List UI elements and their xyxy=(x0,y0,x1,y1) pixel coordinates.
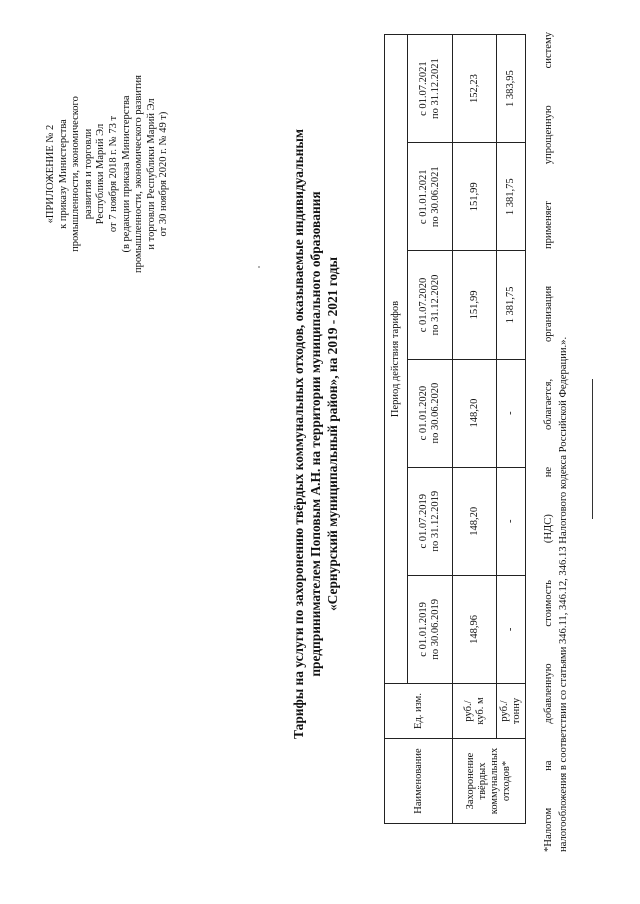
period-to: по 31.12.2021 xyxy=(430,58,441,119)
unit-cell xyxy=(497,684,526,739)
table-row xyxy=(497,35,526,824)
appendix-line: Республики Марий Эл xyxy=(95,123,107,225)
header-unit: Ед. изм. xyxy=(385,684,453,739)
period-to: по 31.12.2020 xyxy=(430,274,441,336)
tariff-value: 151,99 xyxy=(453,143,497,251)
document-title xyxy=(290,44,341,824)
tariff-value: - xyxy=(497,359,526,467)
title-line: предпринимателем Поповым А.Н. на территории муниципального образования xyxy=(308,191,323,677)
tariff-value: 1 381,75 xyxy=(497,251,526,359)
header-period: Период действия тарифов xyxy=(385,35,408,684)
appendix-line: от 7 ноября 2018 г. № 73 т xyxy=(107,115,119,233)
tariff-value: - xyxy=(497,467,526,575)
table-row xyxy=(453,35,497,824)
appendix-line: от 30 ноября 2020 г. № 49 т) xyxy=(158,111,170,237)
unit-line: тонну xyxy=(511,697,522,725)
service-name-cell xyxy=(453,739,526,824)
footnote-line: налогообложения в соответствии со статьями 346.11, 346.12, 346.13 Налогового кодекса Российской Федерации.». xyxy=(557,336,569,852)
tariff-table xyxy=(384,34,526,824)
tariff-value: - xyxy=(497,575,526,683)
appendix-line: к приказу Министерства xyxy=(57,119,69,229)
unit-line: куб. м xyxy=(474,697,486,725)
appendix-line: развития и торговли xyxy=(82,128,94,220)
unit-cell xyxy=(453,684,497,739)
appendix-line: промышленности, экономического xyxy=(70,96,82,252)
period-header-cell xyxy=(408,467,453,575)
service-name-line: коммунальных xyxy=(489,747,500,815)
period-header-cell xyxy=(408,143,453,251)
service-name-line: твёрдых xyxy=(477,762,488,800)
appendix-header xyxy=(45,44,171,304)
period-from: с 01.01.2019 xyxy=(418,602,429,657)
appendix-line: и торговли Республики Марий Эл xyxy=(145,98,157,250)
period-from: с 01.07.2020 xyxy=(418,277,429,333)
service-name-line: отходов* xyxy=(501,760,512,802)
tariff-value: 1 381,75 xyxy=(497,143,526,251)
period-to: по 30.06.2019 xyxy=(430,599,441,660)
unit-line: руб./ xyxy=(462,700,474,722)
service-name-line: Захоронение xyxy=(465,752,476,810)
period-header-cell xyxy=(408,359,453,467)
period-from: с 01.01.2021 xyxy=(418,169,429,225)
period-to: по 30.06.2021 xyxy=(430,166,441,228)
tariff-value: 148,20 xyxy=(453,467,497,575)
tariff-value: 148,96 xyxy=(453,575,497,683)
tariff-value: 152,23 xyxy=(453,35,497,143)
header-name: Наименование xyxy=(385,739,453,824)
period-from: с 01.01.2020 xyxy=(418,385,429,441)
period-from: с 01.07.2021 xyxy=(418,61,429,116)
unit-line: руб./ xyxy=(499,700,510,722)
period-header-cell xyxy=(408,35,453,143)
period-header-cell xyxy=(408,575,453,683)
tax-footnote xyxy=(542,32,571,852)
period-header-cell xyxy=(408,251,453,359)
scan-speck xyxy=(258,266,260,268)
appendix-line: (в редакции приказа Министерства xyxy=(120,95,132,253)
tariff-value: 148,20 xyxy=(453,359,497,467)
period-to: по 31.12.2019 xyxy=(430,490,441,552)
footnote-line: *Налогом на добавленную стоимость (НДС) не облагается, организация применяет упрощенную систему xyxy=(543,32,554,852)
period-to: по 30.06.2020 xyxy=(430,382,441,444)
closing-rule xyxy=(592,379,593,519)
appendix-line: промышленности, экономического развития xyxy=(133,75,145,274)
tariff-value: 151,99 xyxy=(453,251,497,359)
period-from: с 01.07.2019 xyxy=(418,494,429,549)
tariff-value: 1 383,95 xyxy=(497,35,526,143)
appendix-line: «ПРИЛОЖЕНИЕ № 2 xyxy=(45,124,56,224)
title-line: «Сернурский муниципальный район», на 2019 - 2021 годы xyxy=(325,257,340,612)
title-line: Тарифы на услуги по захоронению твёрдых коммунальных отходов, оказываемые индивидуальным xyxy=(291,129,306,739)
